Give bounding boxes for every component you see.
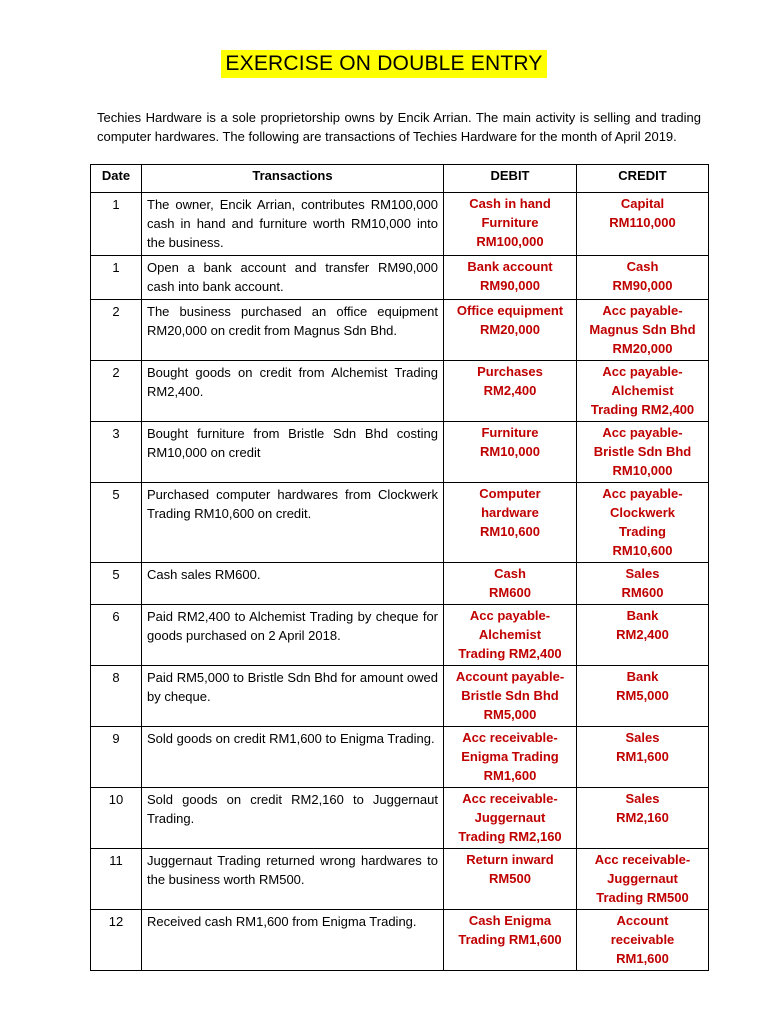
row-transaction: Sold goods on credit RM1,600 to Enigma Trading. [142, 727, 444, 788]
row-date: 2 [91, 361, 142, 422]
table-row [91, 256, 709, 300]
row-debit [444, 422, 577, 483]
row-date: 11 [91, 849, 142, 910]
row-credit [577, 256, 709, 300]
double-entry-table [90, 164, 709, 971]
row-debit [444, 563, 577, 605]
credit-line: RM110,000 [609, 215, 676, 230]
row-date: 5 [91, 483, 142, 563]
debit-line: Cash in hand [469, 196, 551, 211]
row-debit [444, 605, 577, 666]
debit-line: Furniture [481, 425, 539, 440]
debit-line: RM20,000 [480, 322, 540, 337]
row-credit [577, 666, 709, 727]
debit-line: Juggernaut [474, 810, 546, 825]
page-title: EXERCISE ON DOUBLE ENTRY [221, 50, 546, 78]
debit-line: Alchemist [478, 627, 542, 642]
debit-line: Trading RM2,400 [458, 646, 562, 661]
debit-line: RM500 [489, 871, 531, 886]
row-transaction: Open a bank account and transfer RM90,000 cash into bank account. [142, 256, 444, 300]
debit-line: hardware [481, 505, 539, 520]
row-credit [577, 910, 709, 971]
credit-line: Alchemist [611, 383, 674, 398]
credit-line: Trading [619, 524, 666, 539]
row-credit [577, 483, 709, 563]
row-debit [444, 256, 577, 300]
debit-line: RM100,000 [476, 234, 544, 249]
row-transaction: Received cash RM1,600 from Enigma Trading. [142, 910, 444, 971]
credit-line: RM1,600 [616, 951, 669, 966]
debit-line: Furniture [481, 215, 539, 230]
credit-line: receivable [610, 932, 675, 947]
debit-line: RM90,000 [480, 278, 540, 293]
header-date: Date [91, 165, 142, 193]
debit-line: Acc receivable- [462, 730, 558, 745]
debit-line: Office equipment [456, 303, 564, 318]
row-credit [577, 849, 709, 910]
row-date: 1 [91, 256, 142, 300]
credit-line: Acc payable- [602, 486, 683, 501]
row-date: 10 [91, 788, 142, 849]
debit-line: Account payable- [455, 669, 565, 684]
credit-line: Capital [620, 196, 665, 211]
row-debit [444, 361, 577, 422]
debit-line: Trading RM2,160 [458, 829, 562, 844]
row-transaction: Purchased computer hardwares from Clockwerk Trading RM10,600 on credit. [142, 483, 444, 563]
row-date: 12 [91, 910, 142, 971]
table-row [91, 910, 709, 971]
table-row [91, 563, 709, 605]
credit-line: Trading RM2,400 [590, 402, 695, 417]
table-row [91, 361, 709, 422]
row-debit [444, 666, 577, 727]
debit-line: Acc payable- [469, 608, 551, 623]
credit-line: Bristle Sdn Bhd [593, 444, 692, 459]
credit-line: RM2,400 [616, 627, 669, 642]
credit-line: Bank [626, 669, 659, 684]
credit-line: RM5,000 [616, 688, 669, 703]
row-debit [444, 910, 577, 971]
credit-line: Acc receivable- [594, 852, 691, 867]
table-header-row [91, 165, 709, 193]
debit-line: Cash Enigma [468, 913, 552, 928]
credit-line: Acc payable- [602, 303, 683, 318]
row-date: 1 [91, 193, 142, 256]
credit-line: Bank [626, 608, 659, 623]
credit-line: Trading RM500 [596, 890, 689, 905]
row-transaction: Juggernaut Trading returned wrong hardwares to the business worth RM500. [142, 849, 444, 910]
debit-line: RM10,600 [480, 524, 540, 539]
row-date: 2 [91, 300, 142, 361]
debit-line: Return inward [466, 852, 554, 867]
row-transaction: The owner, Encik Arrian, contributes RM100,000 cash in hand and furniture worth RM10,000 into the business. [142, 193, 444, 256]
table-row [91, 422, 709, 483]
row-credit [577, 300, 709, 361]
row-debit [444, 193, 577, 256]
row-credit [577, 727, 709, 788]
header-transactions: Transactions [142, 165, 444, 193]
credit-line: Sales [625, 566, 660, 581]
row-credit [577, 605, 709, 666]
debit-line: Enigma Trading [461, 749, 559, 764]
credit-line: Account [616, 913, 669, 928]
debit-line: RM1,600 [483, 768, 537, 783]
table-row [91, 666, 709, 727]
debit-line: Acc receivable- [462, 791, 558, 806]
row-transaction: Bought furniture from Bristle Sdn Bhd costing RM10,000 on credit [142, 422, 444, 483]
debit-line: Trading RM1,600 [458, 932, 562, 947]
row-transaction: Sold goods on credit RM2,160 to Juggernaut Trading. [142, 788, 444, 849]
table-row [91, 193, 709, 256]
row-transaction: Cash sales RM600. [142, 563, 444, 605]
row-debit [444, 727, 577, 788]
debit-line: Purchases [477, 364, 543, 379]
table-row [91, 727, 709, 788]
debit-line: RM600 [489, 585, 531, 600]
row-transaction: Paid RM5,000 to Bristle Sdn Bhd for amount owed by cheque. [142, 666, 444, 727]
row-transaction: The business purchased an office equipment RM20,000 on credit from Magnus Sdn Bhd. [142, 300, 444, 361]
credit-line: RM20,000 [612, 341, 673, 356]
table-row [91, 300, 709, 361]
row-date: 5 [91, 563, 142, 605]
debit-line: Computer [479, 486, 541, 501]
debit-line: RM10,000 [480, 444, 540, 459]
row-credit [577, 193, 709, 256]
table-row [91, 849, 709, 910]
row-date: 8 [91, 666, 142, 727]
table-row [91, 483, 709, 563]
credit-line: RM10,000 [612, 463, 673, 478]
debit-line: RM2,400 [483, 383, 537, 398]
row-transaction: Paid RM2,400 to Alchemist Trading by cheque for goods purchased on 2 April 2018. [142, 605, 444, 666]
row-credit [577, 788, 709, 849]
header-credit: CREDIT [577, 165, 709, 193]
debit-line: RM5,000 [483, 707, 537, 722]
credit-line: Sales [625, 730, 660, 745]
credit-line: Magnus Sdn Bhd [589, 322, 696, 337]
credit-line: Sales [625, 791, 660, 806]
credit-line: RM1,600 [616, 749, 669, 764]
debit-line: Bank account [467, 259, 553, 274]
row-date: 9 [91, 727, 142, 788]
row-credit [577, 422, 709, 483]
row-date: 3 [91, 422, 142, 483]
intro-paragraph: Techies Hardware is a sole proprietorship owns by Encik Arrian. The main activity is selling and trading computer hardwares. The following are transactions of Techies Hardware for the month of April 2019. [97, 110, 701, 144]
row-debit [444, 300, 577, 361]
credit-line: Juggernaut [607, 871, 678, 886]
table-row [91, 788, 709, 849]
debit-line: Bristle Sdn Bhd [461, 688, 559, 703]
credit-line: Acc payable- [602, 364, 683, 379]
credit-line: RM2,160 [616, 810, 669, 825]
credit-line: Acc payable- [602, 425, 683, 440]
debit-line: Cash [494, 566, 526, 581]
row-debit [444, 849, 577, 910]
row-debit [444, 483, 577, 563]
table-row [91, 605, 709, 666]
credit-line: RM90,000 [612, 278, 673, 293]
row-date: 6 [91, 605, 142, 666]
row-credit [577, 361, 709, 422]
credit-line: Cash [626, 259, 659, 274]
credit-line: RM10,600 [612, 543, 673, 558]
credit-line: RM600 [621, 585, 664, 600]
row-credit [577, 563, 709, 605]
credit-line: Clockwerk [609, 505, 676, 520]
header-debit: DEBIT [444, 165, 577, 193]
row-transaction: Bought goods on credit from Alchemist Trading RM2,400. [142, 361, 444, 422]
row-debit [444, 788, 577, 849]
